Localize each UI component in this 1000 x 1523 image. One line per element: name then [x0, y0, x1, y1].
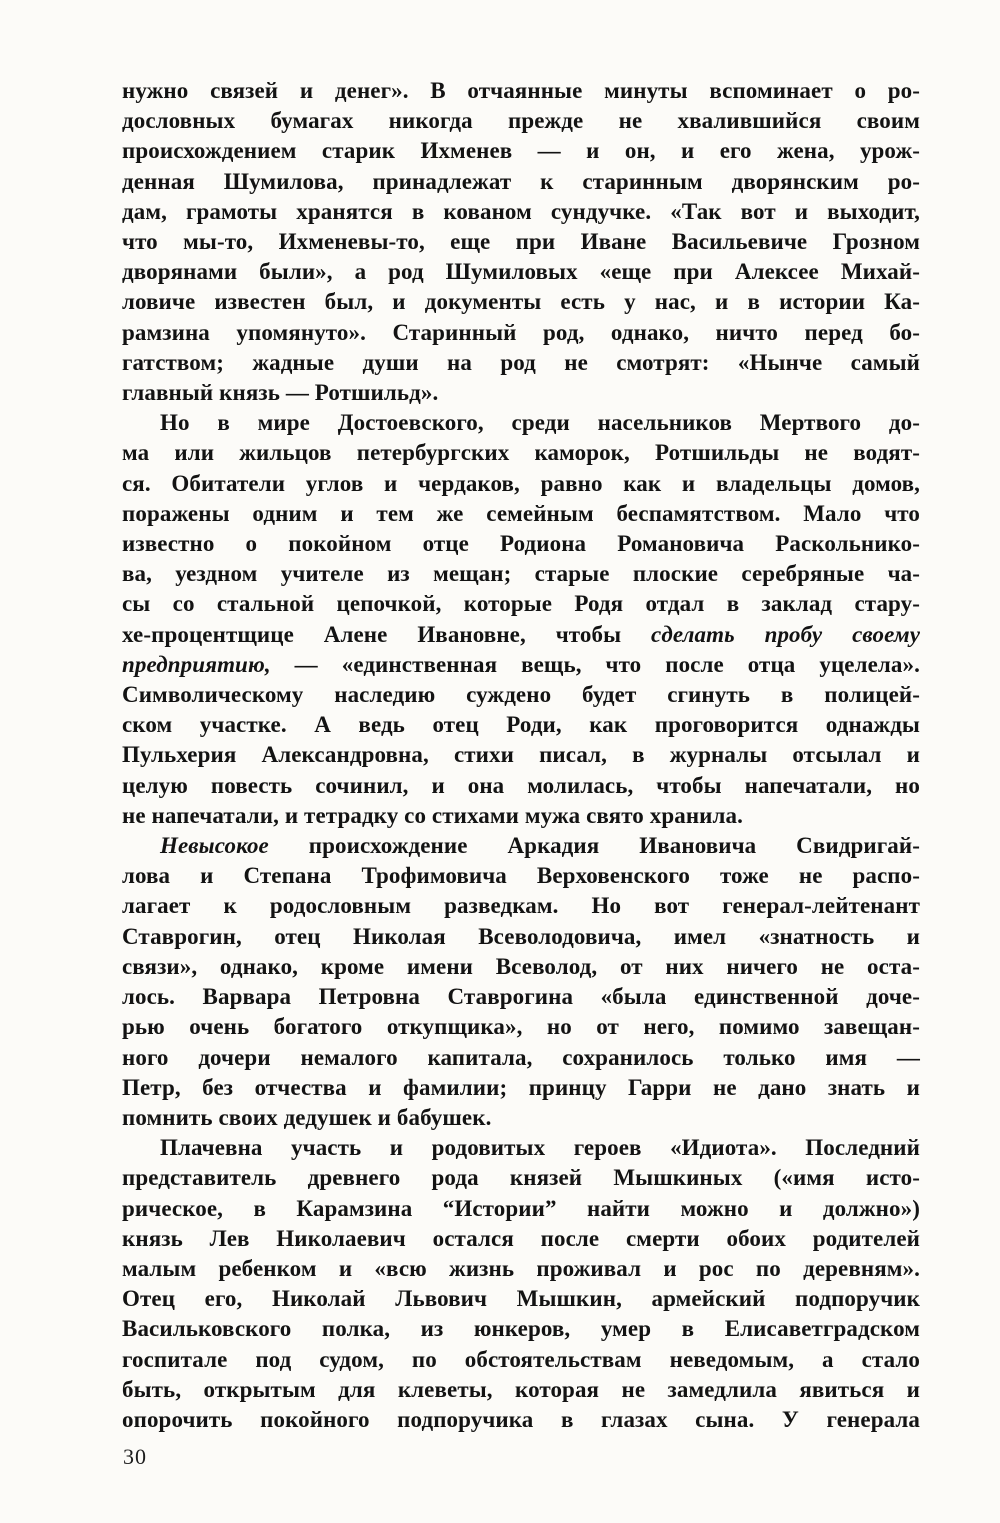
text-line	[122, 106, 920, 136]
text-line	[122, 1224, 920, 1254]
text-segment: денная Шумилова, принадлежат к старинным дворянским ро-	[122, 168, 920, 194]
text-line	[122, 710, 920, 740]
text-line	[122, 559, 920, 589]
text-line	[122, 1284, 920, 1314]
text-segment: Васильковского полка, из юнкеров, умер в Елисаветградском	[122, 1316, 920, 1342]
text-line	[122, 680, 920, 710]
text-segment: дословных бумагах никогда прежде не хвалившийся своим	[122, 108, 920, 134]
text-line	[122, 1194, 920, 1224]
text-segment: ловиче известен был, и документы есть у нас, и в истории Ка-	[122, 289, 920, 315]
text-line	[122, 499, 920, 529]
text-segment: лагает к родословным разведкам. Но вот генерал-лейтенант	[122, 893, 920, 919]
text-line	[122, 891, 920, 921]
text-line	[122, 982, 920, 1012]
text-line	[122, 197, 920, 227]
text-segment: помнить своих дедушек и бабушек.	[122, 1104, 492, 1130]
text-line	[122, 227, 920, 257]
text-line	[122, 1012, 920, 1042]
text-line	[122, 1314, 920, 1344]
text-line	[122, 287, 920, 317]
text-line	[122, 167, 920, 197]
text-segment: госпитале под судом, по обстоятельствам неведомым, а стало	[122, 1346, 920, 1372]
paragraph	[122, 1133, 920, 1435]
text-segment: лова и Степана Трофимовича Верховенского тоже не распо-	[122, 863, 920, 889]
text-line	[122, 318, 920, 348]
text-line	[122, 378, 920, 408]
text-segment: хе-процентщице Алене Ивановне, чтобы	[122, 621, 652, 647]
text-segment: что мы-то, Ихменевы-то, еще при Иване Васильевиче Грозном	[122, 229, 920, 255]
text-segment: Символическому наследию суждено будет сгинуть в полицей-	[122, 682, 920, 708]
page-number: 30	[123, 1444, 147, 1469]
text-line	[122, 438, 920, 468]
text-segment-italic: сделать пробу своему	[651, 621, 921, 647]
text-line	[122, 1345, 920, 1375]
text-segment: происхождением старик Ихменев — и он, и его жена, урож-	[122, 138, 920, 164]
text-line	[122, 408, 920, 438]
text-line	[122, 76, 920, 106]
paragraph	[122, 831, 920, 1133]
text-segment: дам, грамоты хранятся в кованом сундучке. «Так вот и выходит,	[122, 198, 920, 224]
text-segment: сы со стальной цепочкой, которые Родя отдал в заклад стару-	[122, 591, 920, 617]
text-segment: ском участке. А ведь отец Роди, как проговорится однажды	[122, 712, 920, 738]
text-segment: опорочить покойного подпоручика в глазах сына. У генерала	[122, 1406, 920, 1432]
text-segment: ва, уездном учителе из мещан; старые плоские серебряные ча-	[122, 561, 920, 587]
text-segment: Пульхерия Александровна, стихи писал, в журналы отсылал и	[122, 742, 920, 768]
text-segment: малым ребенком и «всю жизнь проживал и рос по деревням».	[122, 1255, 920, 1281]
text-line	[122, 257, 920, 287]
text-segment: князь Лев Николаевич остался после смерти обоих родителей	[122, 1225, 920, 1251]
text-segment: — «единственная вещь, что после отца уцелела».	[270, 651, 920, 677]
text-segment-italic: Невысокое	[160, 833, 269, 859]
text-segment: происхождение Аркадия Ивановича Свидригай-	[268, 833, 920, 859]
text-line	[122, 136, 920, 166]
text-line	[122, 922, 920, 952]
text-line	[122, 650, 920, 680]
text-line	[122, 1163, 920, 1193]
text-segment: рамзина упомянуто». Старинный род, однако, ничто перед бо-	[122, 319, 920, 345]
text-line	[122, 952, 920, 982]
text-segment: ного дочери немалого капитала, сохранилось только имя —	[122, 1044, 920, 1070]
text-segment: Ставрогин, отец Николая Всеволодовича, имел «знатность и	[122, 923, 920, 949]
text-line	[122, 589, 920, 619]
text-line	[122, 1375, 920, 1405]
text-line	[122, 1254, 920, 1284]
text-segment-italic: предприятию,	[122, 651, 271, 677]
text-line	[122, 771, 920, 801]
text-segment: Отец его, Николай Львович Мышкин, армейский подпоручик	[122, 1286, 920, 1312]
text-segment: главный князь — Ротшильд».	[122, 380, 439, 406]
text-segment: лось. Варвара Петровна Ставрогина «была единственной доче-	[122, 984, 920, 1010]
text-line	[122, 1103, 920, 1133]
text-segment: ся. Обитатели углов и чердаков, равно как и владельцы домов,	[122, 470, 920, 496]
text-segment: быть, открытым для клеветы, которая не замедлила явиться и	[122, 1376, 920, 1402]
text-line	[122, 1133, 920, 1163]
text-line	[122, 801, 920, 831]
text-segment: гатством; жадные души на род не смотрят: «Нынче самый	[122, 349, 920, 375]
text-line	[122, 1405, 920, 1435]
text-line	[122, 620, 920, 650]
paragraph	[122, 408, 920, 831]
text-segment: Петр, без отчества и фамилии; принцу Гарри не дано знать и	[122, 1074, 920, 1100]
text-segment: известно о покойном отце Родиона Романовича Раскольнико-	[122, 531, 920, 557]
text-segment: рью очень богатого откупщика», но от него, помимо завещан-	[122, 1014, 920, 1040]
text-segment: дворянами были», а род Шумиловых «еще при Алексее Михай-	[122, 259, 920, 285]
text-segment: Плачевна участь и родовитых героев «Идиота». Последний	[160, 1135, 920, 1161]
page-text	[122, 76, 920, 1435]
text-segment: ма или жильцов петербургских каморок, Ротшильды не водят-	[122, 440, 920, 466]
text-line	[122, 740, 920, 770]
text-line	[122, 1073, 920, 1103]
text-segment: нужно связей и денег». В отчаянные минуты вспоминает о ро-	[122, 78, 920, 103]
text-segment: рическое, в Карамзина “Истории” найти можно и должно»)	[122, 1195, 920, 1221]
text-segment: связи», однако, кроме имени Всеволод, от них ничего не оста-	[122, 953, 920, 979]
text-line	[122, 861, 920, 891]
paragraph	[122, 76, 920, 408]
text-line	[122, 1043, 920, 1073]
text-line	[122, 348, 920, 378]
text-segment: поражены одним и тем же семейным беспамятством. Мало что	[122, 500, 920, 526]
text-segment: Но в мире Достоевского, среди насельников Мертвого до-	[160, 410, 920, 436]
text-line	[122, 831, 920, 861]
text-segment: представитель древнего рода князей Мышкиных («имя исто-	[122, 1165, 920, 1191]
text-line	[122, 529, 920, 559]
text-segment: не напечатали, и тетрадку со стихами мужа свято хранила.	[122, 802, 743, 828]
text-line	[122, 469, 920, 499]
text-segment: целую повесть сочинил, и она молилась, чтобы напечатали, но	[122, 772, 920, 798]
